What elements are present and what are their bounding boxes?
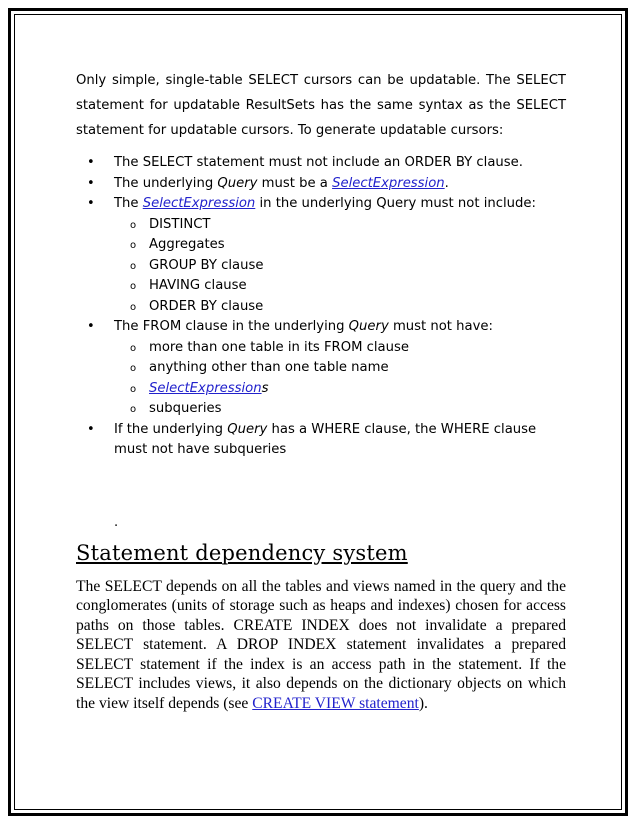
- list-item-text: The: [114, 196, 143, 211]
- create-view-statement-link[interactable]: CREATE VIEW statement: [252, 695, 419, 713]
- list-item-text: The SELECT statement must not include an ORDER BY clause.: [114, 155, 523, 170]
- circle-bullet-icon: o: [130, 219, 137, 231]
- list-item-text: If the underlying: [114, 421, 228, 437]
- sub-item-text: DISTINCT: [149, 216, 211, 232]
- sub-list-item: [114, 215, 566, 236]
- intro-paragraph: Only simple, single-table SELECT cursors can be updatable. The SELECT statement for updatable ResultSets has the same syntax as the SELECT statement for updatable cursors. To generate updatable cursors:: [76, 73, 566, 138]
- sub-item-text: subqueries: [149, 401, 222, 416]
- circle-bullet-icon: o: [130, 281, 137, 292]
- bullet-icon: •: [87, 175, 95, 191]
- list-item-text: has a WHERE clause, the WHERE clause must not have subqueries: [114, 421, 537, 457]
- sub-item-text: anything other than one table name: [149, 360, 389, 375]
- sub-item-text: ORDER BY clause: [149, 298, 264, 314]
- circle-bullet-icon: o: [130, 240, 137, 251]
- list-item: [76, 153, 566, 174]
- sub-list-item: [114, 358, 566, 379]
- bullet-icon: •: [87, 155, 95, 170]
- sub-item-text: GROUP BY clause: [149, 257, 264, 273]
- sub-list-item: [114, 256, 566, 277]
- sub-list-item: [114, 379, 566, 400]
- list-item: [76, 194, 566, 317]
- sub-list-item: [114, 276, 566, 297]
- section-body: [76, 577, 566, 714]
- list-item-text: in the underlying Query must not include:: [255, 196, 536, 211]
- emphasis-text: Query: [217, 175, 258, 191]
- bullet-icon: •: [87, 319, 95, 334]
- list-item-text: The underlying: [114, 175, 218, 191]
- list-item-text: must not have:: [388, 319, 493, 334]
- list-item: [76, 174, 566, 195]
- list-item: [76, 317, 566, 420]
- circle-bullet-icon: o: [130, 363, 137, 374]
- emphasis-text: Query: [227, 421, 268, 437]
- selectexpression-link[interactable]: SelectExpression: [332, 175, 445, 191]
- sub-list-item: [114, 399, 566, 420]
- circle-bullet-icon: o: [130, 342, 137, 354]
- sub-list-item: [114, 235, 566, 256]
- emphasis-text: Query: [348, 319, 389, 334]
- selectexpression-link[interactable]: SelectExpression: [149, 380, 262, 396]
- circle-bullet-icon: o: [130, 383, 137, 395]
- list-item-text: must be a: [257, 175, 333, 191]
- list-item: [76, 420, 566, 461]
- sub-item-text: Aggregates: [149, 237, 225, 252]
- stray-period: .: [114, 514, 119, 530]
- bullet-icon: •: [87, 421, 95, 437]
- selectexpression-link[interactable]: SelectExpression: [142, 196, 256, 211]
- sub-item-text: HAVING clause: [149, 278, 247, 293]
- circle-bullet-icon: o: [130, 404, 137, 415]
- body-text: ).: [418, 695, 428, 713]
- circle-bullet-icon: o: [130, 260, 137, 272]
- list-item-text: The FROM clause in the underlying: [114, 319, 349, 334]
- body-text: The SELECT depends on all the tables and views named in the query and the conglomerates (units of storage such as heaps and indexes) chosen for access paths on those tables. CREATE INDEX does not invalidate a prepared SELECT statement. A DROP INDEX statement invalidates a prepared SELECT statement if the index is an access path in the statement. If the SELECT includes views, it also depends on the dictionary objects on which the view itself depends (see: [76, 577, 566, 713]
- sub-list: [114, 338, 566, 420]
- bullet-icon: •: [87, 196, 95, 211]
- sub-item-text: more than one table in its FROM clause: [149, 339, 409, 355]
- emphasis-text: s: [261, 380, 269, 396]
- document-content: [76, 68, 566, 714]
- sub-list-item: [114, 297, 566, 318]
- requirements-list: [76, 153, 566, 461]
- circle-bullet-icon: o: [130, 301, 137, 313]
- sub-list: [114, 215, 566, 318]
- section-heading: Statement dependency system: [76, 540, 408, 565]
- list-item-text: .: [444, 175, 449, 191]
- sub-list-item: [114, 338, 566, 359]
